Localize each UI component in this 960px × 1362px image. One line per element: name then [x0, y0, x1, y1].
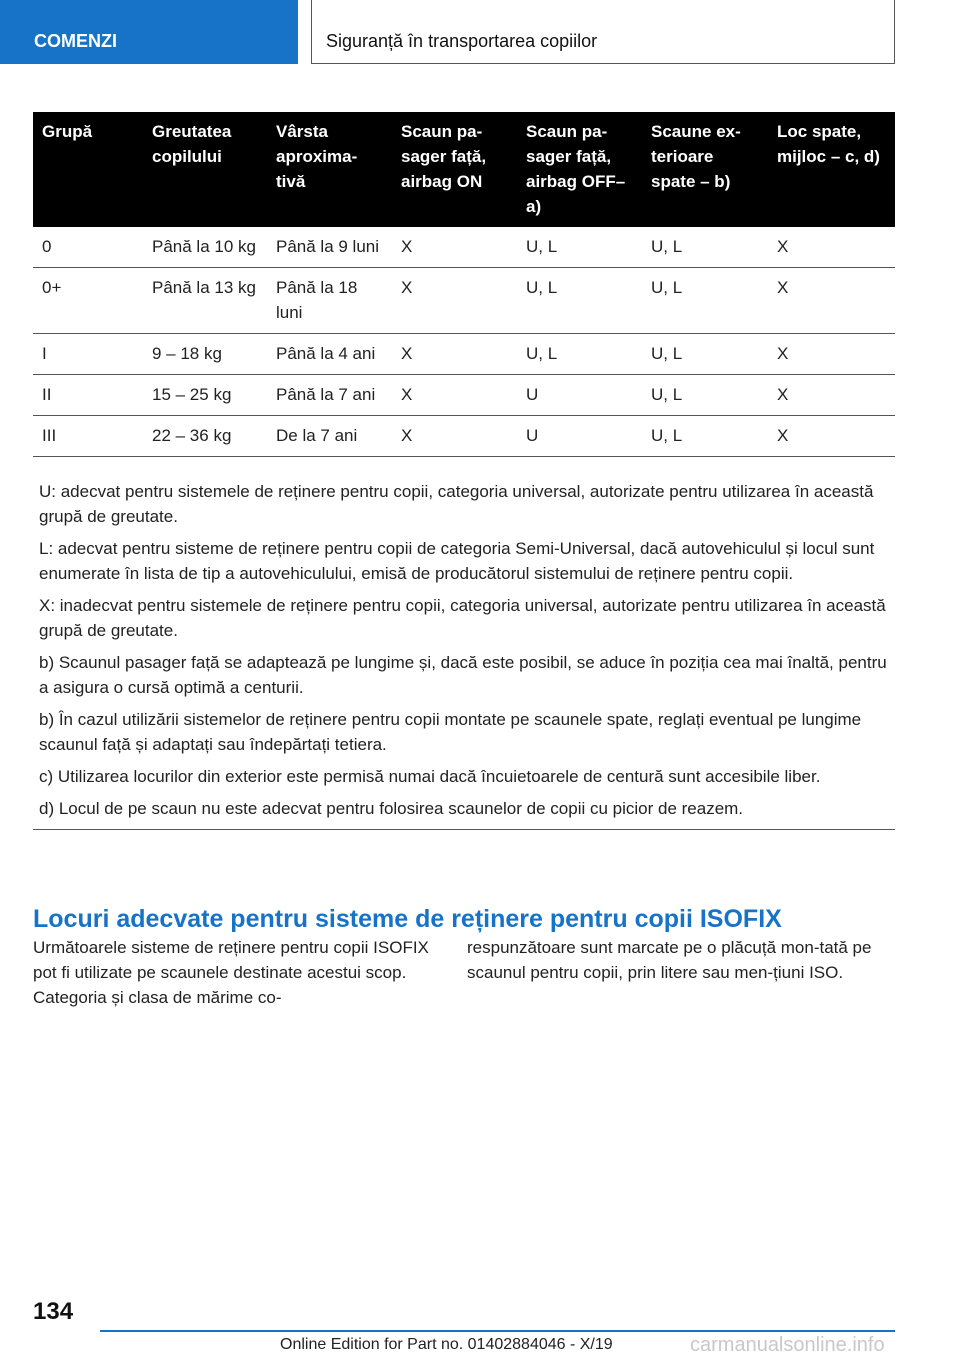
table-cell: U, L [642, 416, 768, 457]
footer-divider [100, 1330, 895, 1332]
table-row [33, 268, 895, 334]
table-notes [33, 475, 895, 830]
watermark: carmanualsonline.info [690, 1334, 885, 1356]
table-row [33, 375, 895, 416]
table-cell: U, L [642, 334, 768, 375]
note-c: c) Utilizarea locurilor din exterior este permisă numai dacă încuietoarele de centură sunt accesibile liber. [39, 767, 821, 786]
header-front-airbag-off: Scaun pa-sager față, airbag OFF– a) [517, 112, 642, 227]
table-cell: U, L [642, 375, 768, 416]
table-cell: II [33, 375, 143, 416]
header-weight: Greutatea copilului [143, 112, 267, 227]
table-cell: III [33, 416, 143, 457]
note-u: U: adecvat pentru sistemele de reținere pentru copii, categoria universal, autorizate pentru utilizarea în această grupă de greutate. [39, 482, 874, 526]
table-cell: X [768, 268, 895, 334]
table-cell: X [768, 227, 895, 268]
section-heading: Locuri adecvate pentru sisteme de reținere pentru copii ISOFIX [33, 905, 782, 933]
table-cell: U [517, 375, 642, 416]
header-section-tab: COMENZI [0, 0, 298, 64]
table-cell: 22 – 36 kg [143, 416, 267, 457]
table-row [33, 334, 895, 375]
table-cell: U, L [517, 227, 642, 268]
table-cell: U, L [517, 268, 642, 334]
table-cell: U, L [517, 334, 642, 375]
header-age: Vârsta aproxima-tivă [267, 112, 392, 227]
table-row [33, 227, 895, 268]
table-cell: Până la 9 luni [267, 227, 392, 268]
body-text-left: Următoarele sisteme de reținere pentru copii ISOFIX pot fi utilizate pe scaunele destinate acestui scop. Categoria și clasa de mărime co- [33, 938, 429, 1007]
table-cell: 15 – 25 kg [143, 375, 267, 416]
table-cell: Până la 18 luni [267, 268, 392, 334]
table-cell: X [392, 416, 517, 457]
table-cell: Până la 4 ani [267, 334, 392, 375]
table-cell: 0 [33, 227, 143, 268]
header-rear-middle: Loc spate, mijloc – c, d) [768, 112, 895, 227]
table-cell: 9 – 18 kg [143, 334, 267, 375]
table-cell: Până la 13 kg [143, 268, 267, 334]
note-l: L: adecvat pentru sisteme de reținere pentru copii de categoria Semi-Universal, dacă autovehiculul și locul sunt enumerate în lista de tip a autovehiculului, emisă de producătorul sistemului de reținere pentru copii. [39, 539, 875, 583]
table-cell: X [392, 268, 517, 334]
table-cell: I [33, 334, 143, 375]
table-cell: X [392, 334, 517, 375]
header-rear-outer: Scaune ex-terioare spate – b) [642, 112, 768, 227]
header-group: Grupă [33, 112, 143, 227]
note-b2: b) În cazul utilizării sistemelor de reținere pentru copii montate pe scaunele spate, reglați eventual pe lungime scaunul față și adaptați sau îndepărtați tetiera. [39, 710, 862, 754]
table-cell: U, L [642, 268, 768, 334]
table-cell: U [517, 416, 642, 457]
table-cell: Până la 7 ani [267, 375, 392, 416]
note-d: d) Locul de pe scaun nu este adecvat pentru folosirea scaunelor de copii cu picior de reazem. [39, 799, 744, 818]
header-title: Siguranță în transportarea copiilor [311, 0, 895, 64]
note-x: X: inadecvat pentru sistemele de reținere pentru copii, categoria universal, autorizate pentru utilizarea în această grupă de greutate. [39, 596, 886, 640]
body-text-right: respunzătoare sunt marcate pe o plăcuță mon-tată pe scaunul pentru copii, prin litere sau men-țiuni ISO. [467, 938, 872, 982]
table-header-row [33, 112, 895, 227]
table-cell: X [768, 334, 895, 375]
child-seat-table [33, 112, 895, 457]
page-number: 134 [33, 1298, 74, 1325]
table-cell: Până la 10 kg [143, 227, 267, 268]
table-cell: X [392, 375, 517, 416]
table-cell: X [768, 375, 895, 416]
table-cell: 0+ [33, 268, 143, 334]
footer-edition: Online Edition for Part no. 01402884046 - X/19 [280, 1336, 613, 1353]
note-b1: b) Scaunul pasager față se adaptează pe lungime și, dacă este posibil, se aduce în poziția cea mai înaltă, pentru a asigura o cursă optimă a centurii. [39, 653, 887, 697]
table-row [33, 416, 895, 457]
table-cell: De la 7 ani [267, 416, 392, 457]
table-cell: X [392, 227, 517, 268]
table-cell: X [768, 416, 895, 457]
table-cell: U, L [642, 227, 768, 268]
header-front-airbag-on: Scaun pa-sager față, airbag ON [392, 112, 517, 227]
